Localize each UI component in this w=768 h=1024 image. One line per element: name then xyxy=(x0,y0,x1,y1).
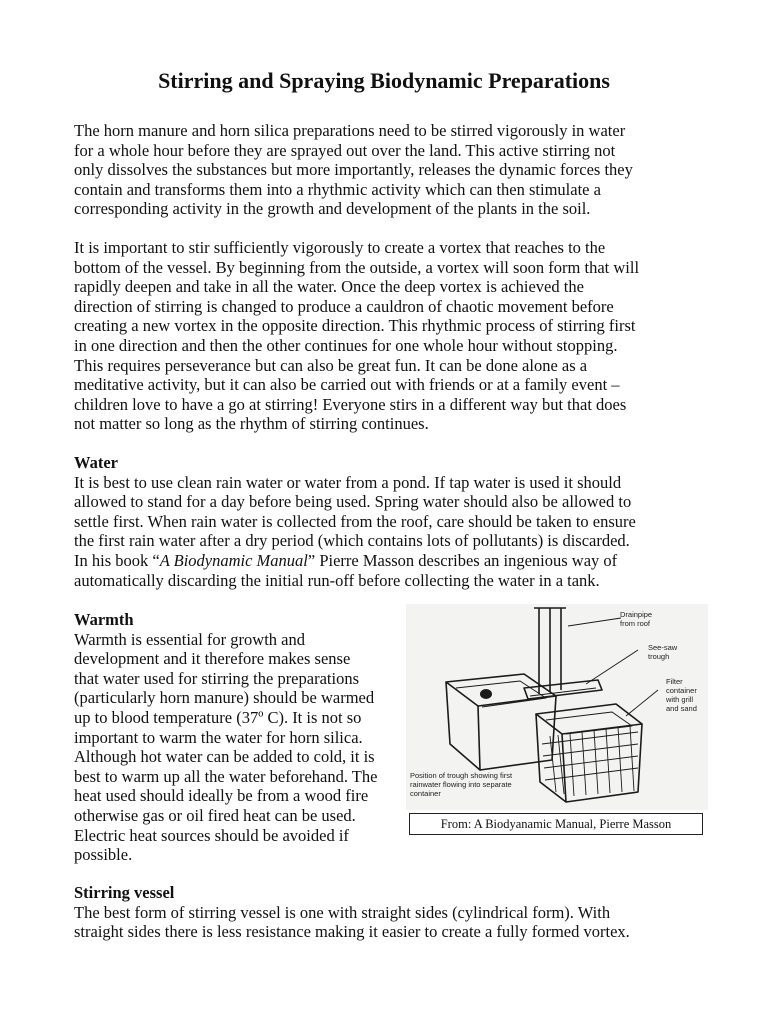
text-line: automatically discarding the initial run-off before collecting the water in a tank. xyxy=(74,570,600,590)
text-line: possible. xyxy=(74,845,133,865)
figure-label: Position of trough showing first xyxy=(410,771,513,780)
stirring-vessel-section xyxy=(74,883,710,942)
text-line: settle first. When rain water is collected from the roof, care should be taken to ensure xyxy=(74,511,636,531)
text-line: development and it therefore makes sense xyxy=(74,649,351,669)
trough-drawing xyxy=(406,604,708,810)
text-line: Warmth is essential for growth and xyxy=(74,629,305,649)
figure-label: trough xyxy=(648,652,670,661)
text-line: best to warm up all the water beforehand. The xyxy=(74,766,378,786)
vortex-paragraph xyxy=(74,238,710,434)
figure-label: See-saw xyxy=(648,643,678,652)
figure-label: and sand xyxy=(666,704,697,713)
text-line: allowed to stand for a day before being used. Spring water should also be allowed to xyxy=(74,492,632,512)
figure-label: from roof xyxy=(620,619,651,628)
text-fragment: In his book “ xyxy=(74,550,160,570)
text-line: It is best to use clean rain water or water from a pond. If tap water is used it should xyxy=(74,472,622,492)
section-heading-water: Water xyxy=(74,453,118,472)
text-line: creating a new vortex in the opposite direction. This rhythmic process of stirring first xyxy=(74,316,636,336)
text-line: in one direction and then the other continues for one whole hour without stopping. xyxy=(74,335,618,355)
text-line: meditative activity, but it can also be carried out with friends or at a family event – xyxy=(74,375,620,395)
text-line: that water used for stirring the preparations xyxy=(74,668,359,688)
page-title: Stirring and Spraying Biodynamic Preparations xyxy=(158,68,610,93)
text-line: for a whole hour before they are sprayed out over the land. This active stirring not xyxy=(74,140,616,160)
figure-label: container xyxy=(410,789,441,798)
text-line: The best form of stirring vessel is one with straight sides (cylindrical form). With xyxy=(74,902,611,922)
text-line: children love to have a go at stirring! Everyone stirs in a different way but that does xyxy=(74,394,627,414)
trough-illustration xyxy=(406,604,708,810)
text-line: Although hot water can be added to cold, it is xyxy=(74,747,375,767)
text-line: bottom of the vessel. By beginning from the outside, a vortex will soon form that will xyxy=(74,257,640,277)
water-section xyxy=(74,453,710,590)
text-line: (particularly horn manure) should be warmed xyxy=(74,688,375,708)
section-heading-stirring-vessel: Stirring vessel xyxy=(74,883,175,902)
figure-label: Drainpipe xyxy=(620,610,653,619)
text-fragment: ” Pierre Masson describes an ingenious way of xyxy=(307,550,618,570)
text-line: contain and transforms them into a rhythmic activity which can then stimulate a xyxy=(74,179,601,199)
text-line: not matter so long as the rhythm of stirring continues. xyxy=(74,414,429,434)
water-blob xyxy=(480,689,492,699)
figure-caption: From: A Biodyanamic Manual, Pierre Masson xyxy=(409,813,703,835)
warmth-section xyxy=(74,610,414,865)
figure-label: rainwater flowing into separate xyxy=(410,780,512,789)
text-line: the first rain water after a dry period (which contains lots of pollutants) is discarded. xyxy=(74,531,630,551)
figure-label: container xyxy=(666,686,697,695)
text-line: It is important to stir sufficiently vigorously to create a vortex that reaches to the xyxy=(74,238,606,257)
figure-label: Filter xyxy=(666,677,683,686)
text-line: important to warm the water for horn silica. xyxy=(74,727,363,747)
text-line xyxy=(74,551,710,571)
text-line: otherwise gas or oil fired heat can be used. xyxy=(74,805,356,825)
intro-paragraph xyxy=(74,121,710,219)
text-line: Electric heat sources should be avoided if xyxy=(74,825,349,845)
text-line: direction of stirring is changed to produce a cauldron of chaotic movement before xyxy=(74,296,614,316)
figure-label: with grill xyxy=(666,695,694,704)
text-line: This requires perseverance but can also be great fun. It can be done alone as a xyxy=(74,355,588,375)
book-title: A Biodynamic Manual xyxy=(159,550,308,570)
text-line: straight sides there is less resistance making it easier to create a fully formed vortex. xyxy=(74,922,630,942)
text-line: rapidly deepen and take in all the water. Once the deep vortex is achieved the xyxy=(74,277,584,297)
text-line: up to blood temperature (37º C). It is not so xyxy=(74,707,362,727)
text-line: only dissolves the substances but more importantly, releases the dynamic forces they xyxy=(74,160,633,180)
text-line: The horn manure and horn silica preparations need to be stirred vigorously in water xyxy=(74,121,626,140)
section-heading-warmth: Warmth xyxy=(74,610,134,629)
text-line: corresponding activity in the growth and development of the plants in the soil. xyxy=(74,199,591,219)
text-line: heat used should ideally be from a wood fire xyxy=(74,786,369,806)
